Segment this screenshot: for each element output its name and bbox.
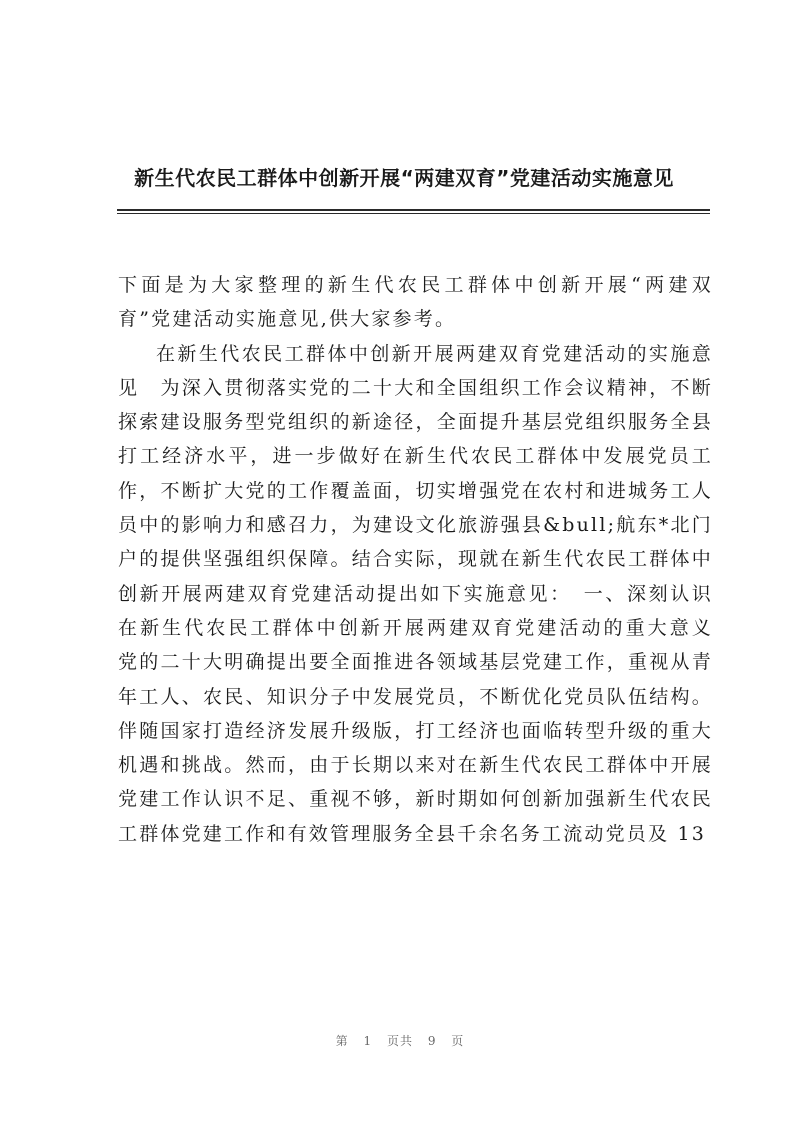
body-paragraph: 在新生代农民工群体中创新开展两建双育党建活动的实施意见 为深入贯彻落实党的二十大和全国组织工作会议精神，不断探索建设服务型党组织的新途径，全面提升基层党组织服务全县打工经济水平，进一步做好在新生代农民工群体中发展党员工作，不断扩大党的工作覆盖面，切实增强党在农村和进城务工人员中的影响力和感召力，为建设文化旅游强县&bull;航东*北门户的提供坚强组织保障。结合实际，现就在新生代农民工群体中创新开展两建双育党建活动提出如下实施意见： 一、深刻认识在新生代农民工群体中创新开展两建双育党建活动的重大意义 党的二十大明确提出要全面推进各领域基层党建工作，重视从青年工人、农民、知识分子中发展党员，不断优化党员队伍结构。伴随国家打造经济发展升级版，打工经济也面临转型升级的重大机遇和挑战。然而，由于长期以来对在新生代农民工群体中开展党建工作认识不足、重视不够，新时期如何创新加强新生代农民工群体党建工作和有效管理服务全县千余名务工流动党员及 13 bbox=[118, 342, 735, 845]
footer-total-pages: 9 bbox=[427, 1034, 437, 1048]
document-body bbox=[118, 268, 735, 851]
footer-current-page: 1 bbox=[363, 1034, 373, 1048]
footer-prefix: 第 bbox=[335, 1034, 349, 1048]
footer-suffix: 页 bbox=[451, 1034, 465, 1048]
footer-middle: 页共 bbox=[386, 1034, 413, 1048]
intro-paragraph: 下面是为大家整理的新生代农民工群体中创新开展“两建双育”党建活动实施意见,供大家参考。 bbox=[118, 274, 713, 331]
title-underline-thin bbox=[117, 213, 710, 214]
page-footer bbox=[0, 1032, 800, 1049]
document-title: 新生代农民工群体中创新开展“两建双育”党建活动实施意见 bbox=[134, 166, 674, 190]
title-underline-thick bbox=[117, 209, 710, 211]
